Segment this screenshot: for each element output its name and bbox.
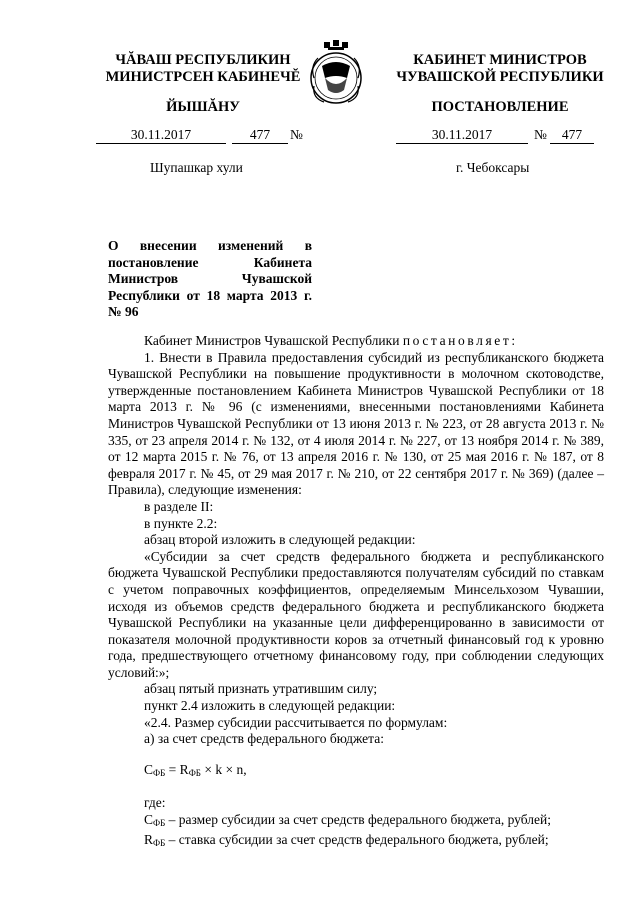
- formula: [108, 762, 604, 782]
- header-right-number: 477: [550, 127, 594, 144]
- definition-2: [108, 832, 604, 852]
- header-right-org: [380, 52, 620, 86]
- formula-c-sub: ФБ: [153, 767, 166, 778]
- header-right-line1: КАБИНЕТ МИНИСТРОВ: [413, 52, 587, 68]
- paragraph-5: «Субсидии за счет средств федерального бюджета и республиканского бюджета Чувашской Республики предоставляются получателям субсидий по ставкам с учетом поправочных коэффициентов, определяемым Минсельхозом Чувашии, исходя из объемов средств федерального бюджета и республиканского бюджета Чувашской Республики на указанные цели дифференцированно в зависимости от показателя молочной продуктивности коров за отчетный финансовый год к уровню года, предшествующего отчетному финансовому году, при соблюдении следующих условий:»;: [108, 548, 604, 680]
- paragraph-3: в пункте 2.2:: [144, 515, 218, 531]
- header-right-doc-type: ПОСТАНОВЛЕНИЕ: [431, 99, 569, 115]
- formula-r-sub: ФБ: [188, 767, 201, 778]
- definition-1-text: – размер субсидии за счет средств федерального бюджета, рублей;: [165, 812, 551, 828]
- formula-eq: =: [165, 761, 180, 777]
- definition-1-sub: ФБ: [153, 818, 166, 829]
- paragraph-9: а) за счет средств федерального бюджета:: [144, 731, 384, 747]
- definition-2-sub: ФБ: [153, 837, 166, 848]
- chuvash-emblem-icon: [300, 38, 372, 110]
- header-left-line2: МИНИСТРСЕН КАБИНЕЧĔ: [105, 69, 301, 85]
- header-left-number-sign: №: [290, 127, 303, 142]
- header-right-number-line: [396, 127, 606, 145]
- intro-prefix: Кабинет Министров Чувашской Республики: [144, 333, 400, 348]
- paragraph-10: где:: [144, 795, 166, 811]
- definition-2-text: – ставка субсидии за счет средств федерального бюджета, рублей;: [165, 831, 549, 847]
- formula-r: R: [179, 761, 189, 777]
- header-left-place: Шупашкар хули: [150, 160, 243, 175]
- intro-paragraph: [108, 333, 604, 350]
- paragraph-6: абзац пятый признать утратившим силу;: [144, 681, 378, 697]
- paragraph-2: в разделе II:: [144, 498, 214, 514]
- header-left-number-line: [96, 127, 316, 145]
- definition-2-symbol: R: [144, 831, 154, 847]
- header-right-date: 30.11.2017: [396, 127, 528, 144]
- header-right-line2: ЧУВАШСКОЙ РЕСПУБЛИКИ: [396, 69, 604, 85]
- paragraph-1: 1. Внести в Правила предоставления субсидий из республиканского бюджета Чувашской Республики на повышение продуктивности в молочном скотоводстве, утвержденные постановлением Кабинета Министров Чувашской Республики от 18 марта 2013 г. № 96 (с изменениями, внесенными постановлениями Кабинета Министров Чувашской Республики от 13 июня 2013 г. № 223, от 28 августа 2013 г. № 335, от 23 апреля 2014 г. № 132, от 4 июля 2014 г. № 227, от 13 ноября 2014 г. № 389, от 12 марта 2015 г. № 76, от 13 апреля 2016 г. № 130, от 25 мая 2016 г. № 187, от 8 февраля 2017 г. № 45, от 29 мая 2017 г. № 210, от 22 сентября 2017 г. № 369) (далее – Правила), следующие изменения:: [108, 349, 604, 498]
- document-body: [108, 333, 604, 851]
- definition-1-symbol: С: [144, 812, 154, 828]
- formula-rest: × k × n,: [200, 761, 247, 777]
- document-title: О внесении изменений в постановление Кабинета Министров Чувашской Республики от 18 марта 2013 г. № 96: [108, 238, 312, 319]
- header-left-org: [88, 52, 318, 86]
- paragraph-7: пункт 2.4 изложить в следующей редакции:: [144, 698, 396, 714]
- header-left-number: 477: [232, 127, 288, 144]
- paragraph-8: «2.4. Размер субсидии рассчитывается по формулам:: [144, 714, 448, 730]
- header-left-date: 30.11.2017: [96, 127, 226, 144]
- formula-c: С: [144, 761, 154, 777]
- header-left-doc-type: ЙЫШĂНУ: [166, 99, 240, 115]
- intro-verb: постановляет:: [402, 333, 518, 348]
- definition-1: [108, 812, 604, 832]
- header-left-line1: ЧĂВАШ РЕСПУБЛИКИН: [115, 52, 291, 68]
- header-right-number-sign: №: [534, 127, 547, 142]
- header-right-place: г. Чебоксары: [456, 160, 530, 175]
- paragraph-4: абзац второй изложить в следующей редакции:: [144, 532, 416, 548]
